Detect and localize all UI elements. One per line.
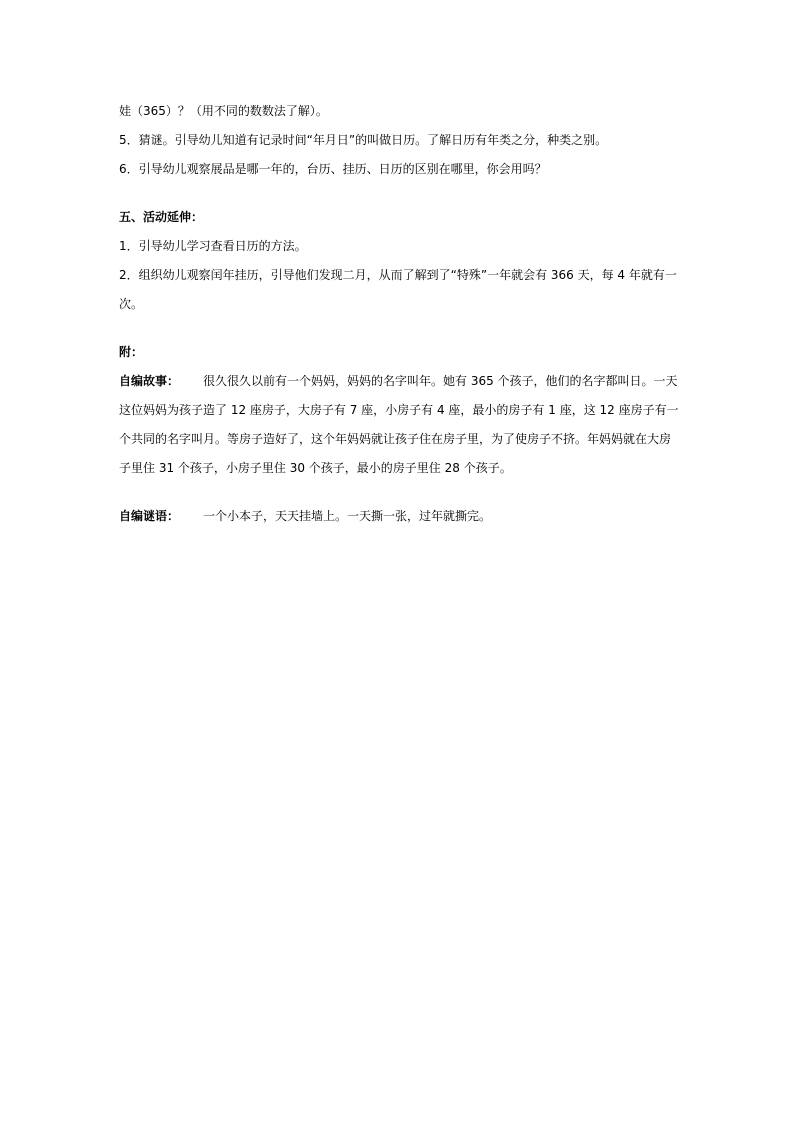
story-line: 这位妈妈为孩子造了 12 座房子，大房子有 7 座，小房子有 4 座，最小的房子有 1 座，这 12 座房子有一 xyxy=(119,403,679,417)
appendix-heading: 附： xyxy=(119,345,144,359)
section-heading-extension: 五、活动延伸： xyxy=(119,210,204,224)
story-line: 个共同的名字叫月。等房子造好了，这个年妈妈就让孩子住在房子里，为了使房子不挤。年妈妈就在大房 xyxy=(119,432,672,446)
list-item-5: 5．猜谜。引导幼儿知道有记录时间“年月日”的叫做日历。了解日历有年类之分，种类之别。 xyxy=(119,133,608,147)
story-text: 很久很久以前有一个妈妈，妈妈的名字叫年。她有 365 个孩子，他们的名字都叫日。一天 xyxy=(203,374,678,388)
riddle-label: 自编谜语： xyxy=(119,509,180,523)
riddle-text: 一个小本子，天天挂墙上。一天撕一张，过年就撕完。 xyxy=(203,509,492,523)
list-item-6: 6．引导幼儿观察展品是哪一年的，台历、挂历、日历的区别在哪里，你会用吗？ xyxy=(119,162,547,176)
paragraph-line: 娃（365）？（用不同的数数法了解）。 xyxy=(119,104,328,118)
story-label: 自编故事： xyxy=(119,374,180,388)
extension-item-2-line1: 2．组织幼儿观察闰年挂历，引导他们发现二月，从而了解到了“特殊”一年就会有 366 天，每 4 年就有一 xyxy=(119,268,677,282)
extension-item-1: 1．引导幼儿学习查看日历的方法。 xyxy=(119,239,307,253)
story-line: 子里住 31 个孩子，小房子里住 30 个孩子，最小的房子里住 28 个孩子。 xyxy=(119,461,512,475)
riddle-line xyxy=(119,508,679,524)
extension-item-2-line2: 次。 xyxy=(119,297,144,311)
story-first-line xyxy=(119,373,679,389)
